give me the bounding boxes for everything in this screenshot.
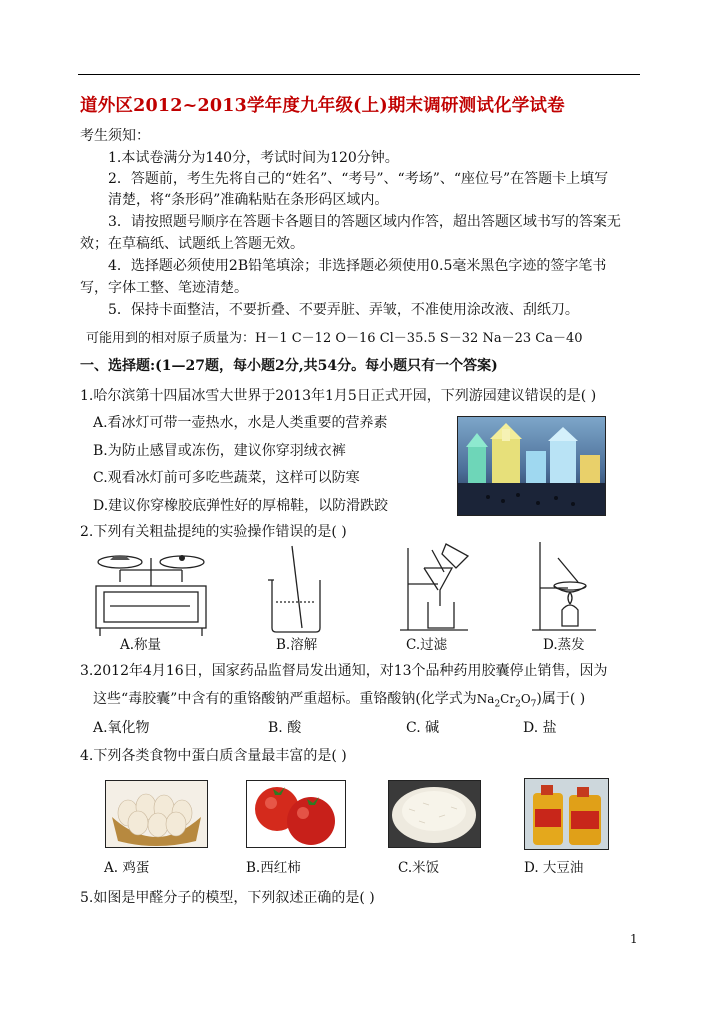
eggs-photo [105, 780, 208, 848]
notice-item-3-cont: 效；在草稿纸、试题纸上答题无效。 [80, 236, 304, 252]
q3-option-c: C. 碱 [406, 720, 440, 736]
q4-caption-d: D. 大豆油 [524, 860, 584, 876]
notice-item-1: 1.本试卷满分为140分，考试时间为120分钟。 [108, 150, 399, 166]
q2-caption-b: B.溶解 [276, 637, 318, 653]
notice-item-4-cont: 写，字体工整、笔迹清楚。 [80, 280, 248, 296]
q1-option-b: B.为防止感冒或冻伤，建议你穿羽绒衣裤 [93, 443, 346, 459]
section-1-heading: 一、选择题:(1—27题，每小题2分,共54分。每小题只有一个答案) [80, 358, 498, 374]
q2-caption-d: D.蒸发 [543, 637, 585, 653]
soybean-oil-photo [524, 778, 609, 850]
notice-item-4: 4．选择题必须使用2B铅笔填涂；非选择题必须使用0.5毫米黑色字迹的签字笔书 [108, 258, 607, 274]
q4-caption-c: C.米饭 [398, 860, 440, 876]
q5-stem: 5.如图是甲醛分子的模型，下列叙述正确的是( ) [80, 890, 375, 906]
q3-stem-line1: 3.2012年4月16日，国家药品监督局发出通知，对13个品种药用胶囊停止销售，因为 [80, 663, 608, 679]
exam-title: 道外区2012~2013学年度九年级(上)期末调研测试化学试卷 [80, 96, 565, 116]
beaker-stirring-diagram [262, 540, 332, 635]
notice-item-5: 5．保持卡面整洁，不要折叠、不要弄脏、弄皱，不准使用涂改液、刮纸刀。 [108, 302, 579, 318]
q3-option-b: B. 酸 [268, 720, 302, 736]
q4-caption-b: B.西红柿 [246, 860, 301, 876]
filtration-diagram [398, 538, 478, 636]
q3-stem-line2 [93, 688, 585, 709]
q2-caption-a: A.称量 [120, 637, 162, 653]
q1-option-d: D.建议你穿橡胶底弹性好的厚棉鞋，以防滑跌跤 [93, 498, 389, 514]
q4-stem: 4.下列各类食物中蛋白质含量最丰富的是( ) [80, 748, 347, 764]
q2-stem: 2.下列有关粗盐提纯的实验操作错误的是( ) [80, 524, 347, 540]
atomic-masses: 可能用到的相对原子质量为：H－1 C－12 O－16 Cl－35.5 S－32 Na－23 Ca－40 [86, 331, 583, 346]
q3-stem-pre: 这些“毒胶囊”中含有的重铬酸钠严重超标。重铬酸钠(化学式为 [93, 691, 477, 707]
q1-stem: 1.哈尔滨第十四届冰雪大世界于2013年1月5日正式开园，下列游园建议错误的是( ) [80, 388, 597, 404]
notice-item-3: 3．请按照题号顺序在答题卡各题目的答题区域内作答，超出答题区域书写的答案无 [108, 214, 621, 230]
header-rule [78, 74, 640, 75]
q1-option-a: A.看冰灯可带一壶热水，水是人类重要的营养素 [93, 415, 388, 431]
page-number: 1 [630, 932, 638, 946]
q3-option-d: D. 盐 [523, 720, 557, 736]
q3-option-a: A.氧化物 [93, 720, 150, 736]
balance-scale-diagram [90, 548, 212, 638]
rice-photo [388, 780, 481, 848]
q4-caption-a: A. 鸡蛋 [104, 860, 150, 876]
evaporation-diagram [528, 538, 600, 636]
sodium-dichromate-formula: $Na_2Cr_2O_7$ [476, 692, 537, 710]
ice-lantern-photo [457, 416, 606, 516]
tomatoes-photo [246, 780, 346, 848]
q2-caption-c: C.过滤 [406, 637, 448, 653]
notice-item-2: 2．答题前，考生先将自己的“姓名”、“考号”、“考场”、“座位号”在答题卡上填写 [108, 171, 609, 187]
notice-item-2-cont: 清楚，将“条形码”准确粘贴在条形码区域内。 [108, 192, 389, 208]
q1-option-c: C.观看冰灯前可多吃些蔬菜，这样可以防寒 [93, 470, 360, 486]
q3-stem-post: )属于( ) [536, 691, 586, 707]
notice-heading: 考生须知： [80, 128, 150, 144]
